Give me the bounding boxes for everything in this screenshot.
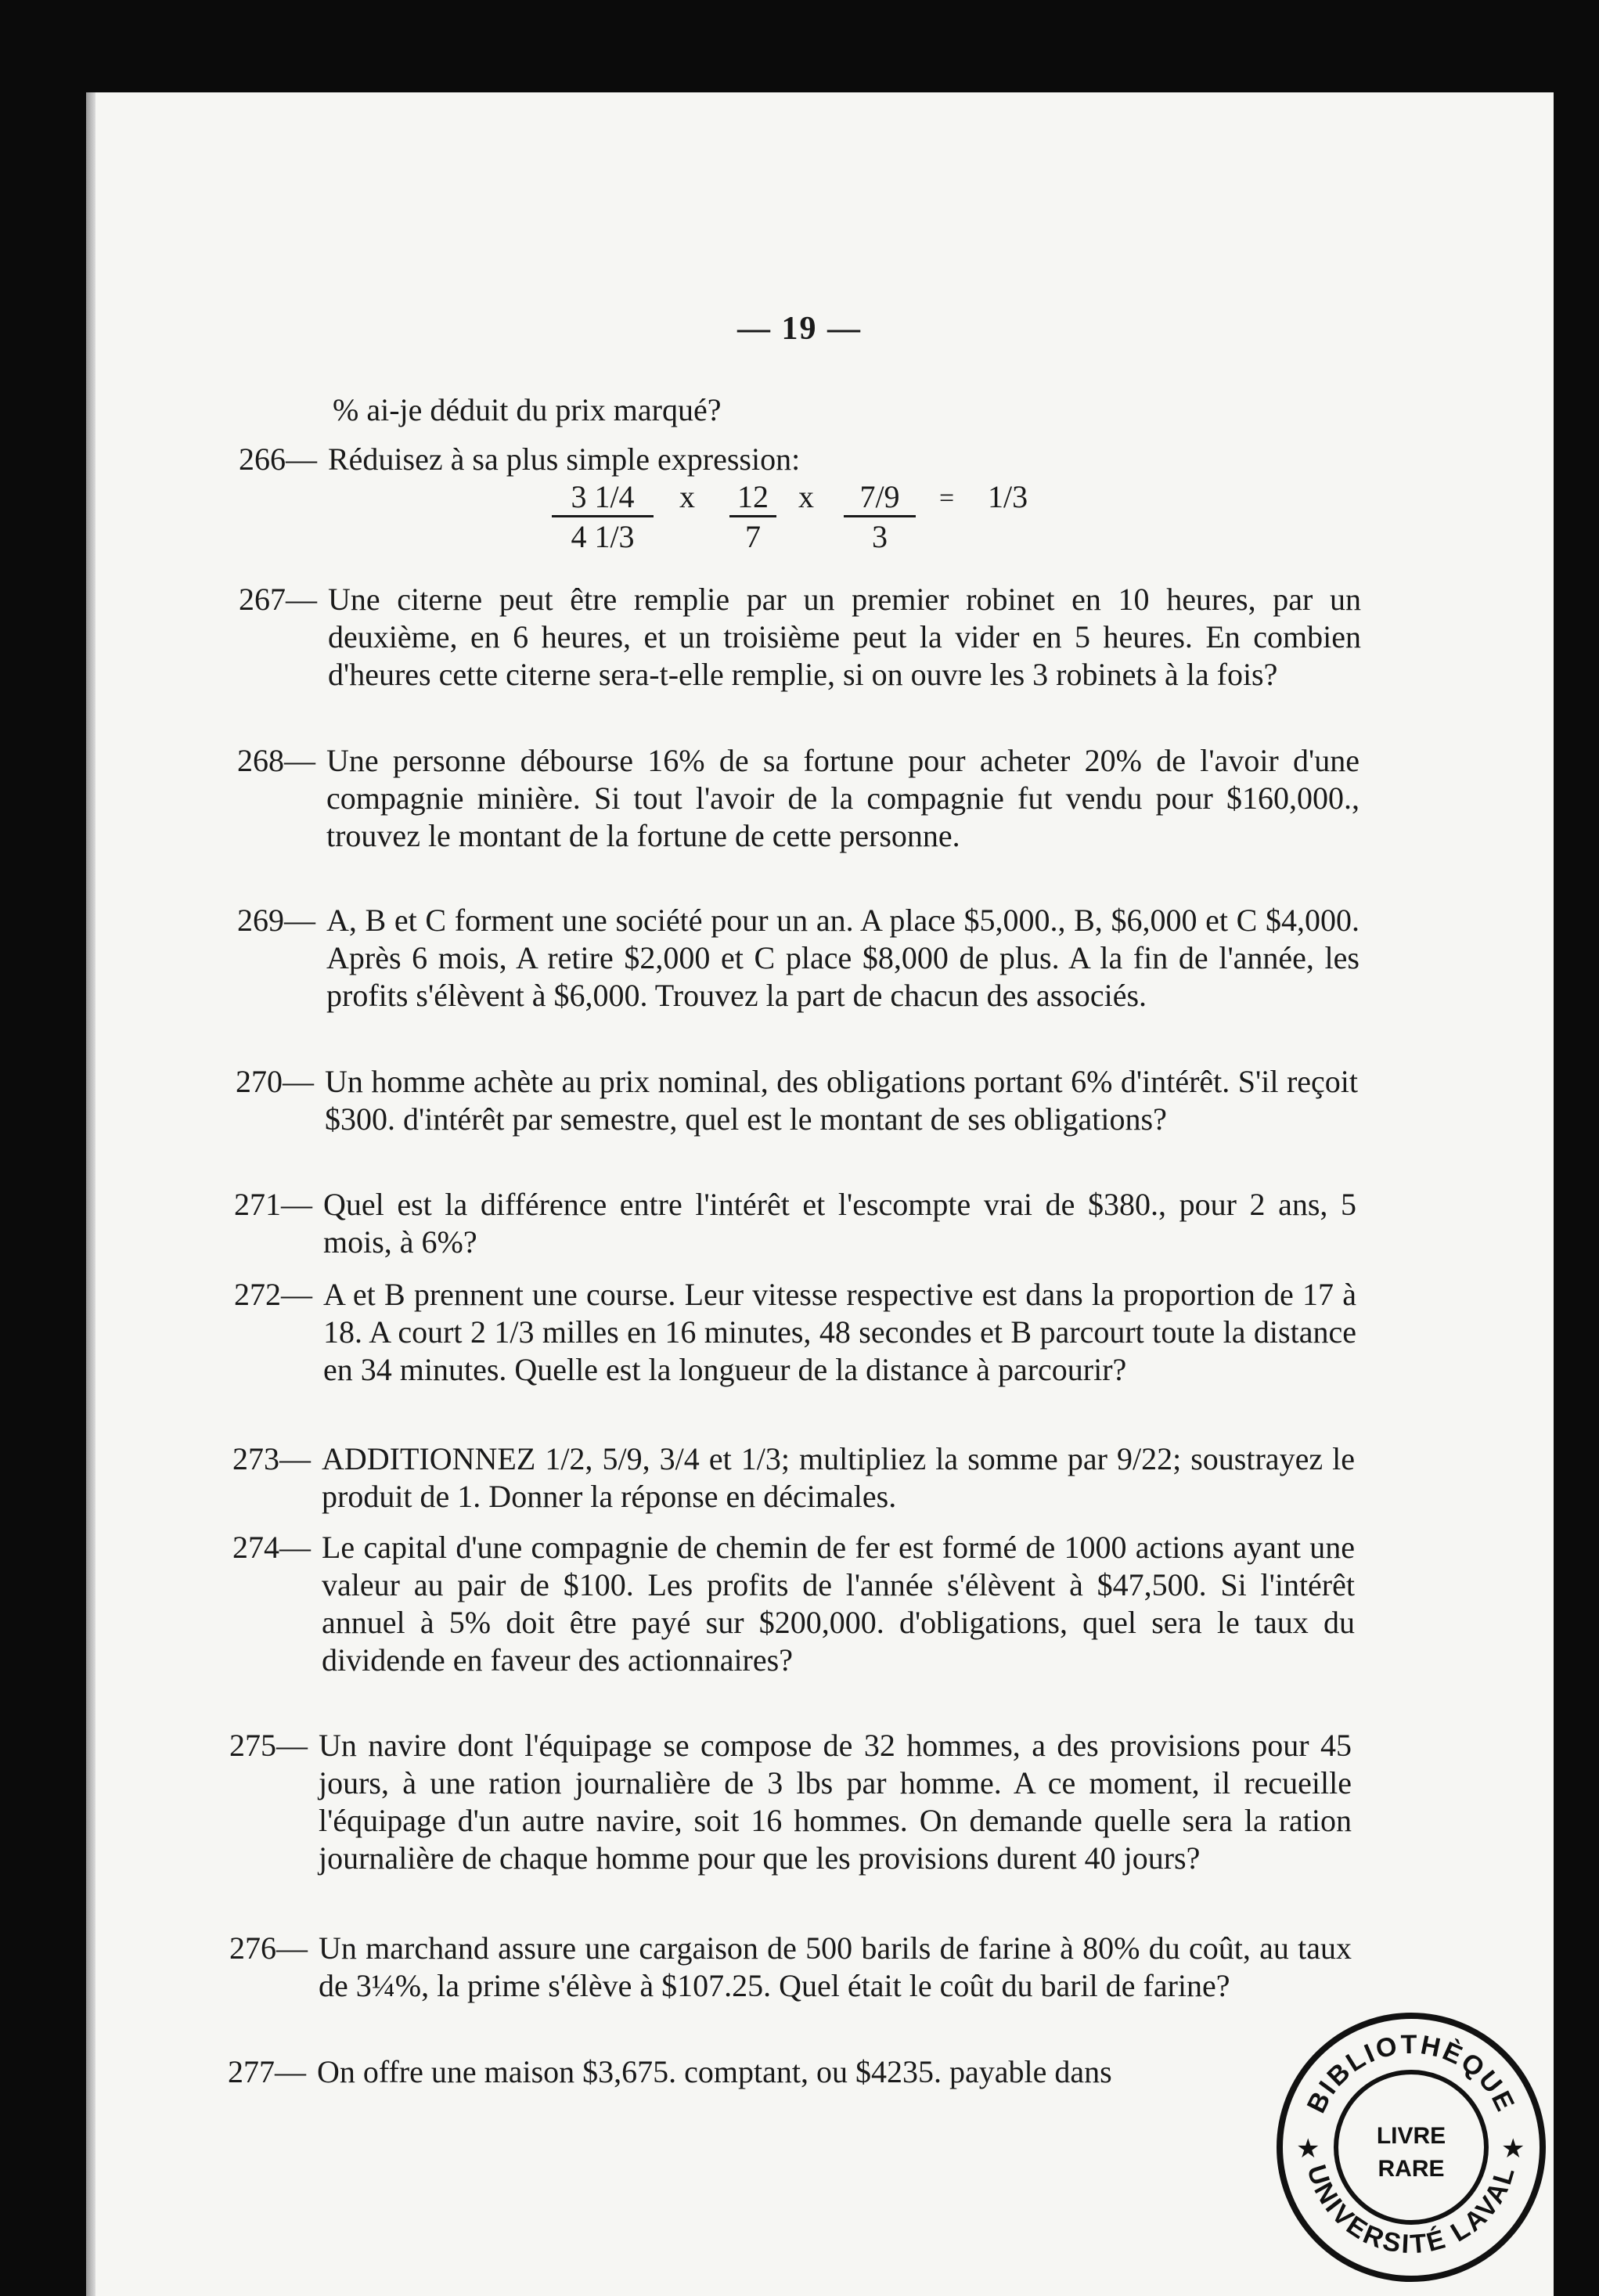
problem-text: A et B prennent une course. Leur vitesse respective est dans la proportion de 17 à 18. A court 2 1/3 milles en 16 minutes, 48 secondes et B parcourt toute la distance en 34 minutes. Quelle est la longueur de la distance à parcourir? (323, 1277, 1356, 1387)
fraction-2 (729, 479, 776, 557)
problem-number: 270— (236, 1064, 314, 1099)
problem-text: Une citerne peut être remplie par un premier robinet en 10 heures, par un deuxième, en 6 heures, et un troisième peut la vider en 5 heures. En combien d'heures cette citerne sera-t-elle remplie, si on ouvre les 3 robinets à la fois? (328, 582, 1361, 692)
problem-text: Quel est la différence entre l'intérêt et l'escompte vrai de $380., pour 2 ans, 5 mois, à 6%? (323, 1187, 1356, 1260)
fraction-denominator: 7 (745, 519, 761, 554)
library-stamp (1274, 2010, 1548, 2284)
problem-number: 276— (229, 1930, 308, 1966)
problem-text: On offre une maison $3,675. comptant, ou $4235. payable dans (317, 2054, 1112, 2089)
problem-text: Un marchand assure une cargaison de 500 barils de farine à 80% du coût, au taux de 3¼%, la prime s'élève à $107.25. Quel était le coût du baril de farine? (319, 1930, 1352, 2003)
continuation-line: % ai-je déduit du prix marqué? (333, 392, 722, 427)
page-number: — 19 — (737, 311, 862, 347)
result: 1/3 (988, 479, 1028, 514)
page-spine-shadow (86, 92, 95, 2296)
stamp-line-2: RARE (1378, 2156, 1445, 2182)
fraction-numerator: 3 1/4 (552, 479, 654, 517)
star-icon: ★ (1296, 2133, 1320, 2164)
problem-text: Un homme achète au prix nominal, des obligations portant 6% d'intérêt. S'il reçoit $300. d'intérêt par semestre, quel est le montant de ses obligations? (325, 1064, 1358, 1137)
stamp-line-1: LIVRE (1376, 2123, 1446, 2149)
problem-text: Un navire dont l'équipage se compose de 32 hommes, a des provisions pour 45 jours, à une ration journalière de 3 lbs par homme. A ce moment, il recueille l'équipage d'un autre navire, soit 16 hommes. On demande quelle sera la ration journalière de chaque homme pour que les provisions durent 40 jours? (319, 1728, 1352, 1876)
problem-number: 269— (237, 903, 315, 938)
fraction-numerator: 12 (729, 479, 776, 517)
problem-text: Réduisez à sa plus simple expression: (328, 442, 801, 477)
problem-number: 274— (232, 1530, 311, 1565)
fraction-3 (844, 479, 916, 557)
problem-number: 266— (239, 442, 317, 477)
fraction-denominator: 4 1/3 (571, 519, 635, 554)
problem-number: 272— (234, 1277, 312, 1312)
stamp-bottom-text: UNIVERSITÉ LAVAL (1301, 2161, 1522, 2260)
fraction-denominator: 3 (872, 519, 888, 554)
problem-text: ADDITIONNEZ 1/2, 5/9, 3/4 et 1/3; multipliez la somme par 9/22; soustrayez le produit de 1. Donner la réponse en décimales. (322, 1441, 1355, 1514)
problem-number: 267— (239, 582, 317, 617)
times-sign: x (798, 479, 814, 514)
equals-sign: = (939, 484, 955, 513)
problem-text: Le capital d'une compagnie de chemin de fer est formé de 1000 actions ayant une valeur au pair de $100. Les profits de l'année s'élèvent à $47,500. Si l'intérêt annuel à 5% doit être payé sur $200,000. d'obligations, quel sera le taux du dividende en faveur des actionnaires? (322, 1530, 1355, 1678)
fraction-numerator: 7/9 (844, 479, 916, 517)
problem-number: 275— (229, 1728, 308, 1763)
stamp-top-text: BIBLIOTHÈQUE (1301, 2029, 1522, 2118)
times-sign: x (679, 479, 695, 514)
problem-number: 271— (234, 1187, 312, 1222)
problem-number: 277— (228, 2054, 306, 2089)
fraction-1 (552, 479, 654, 557)
star-icon: ★ (1501, 2133, 1525, 2164)
problem-number: 268— (237, 743, 315, 778)
problem-text: A, B et C forment une société pour un an. A place $5,000., B, $6,000 et C $4,000. Après 6 mois, A retire $2,000 et C place $8,000 de plus. A la fin de l'année, les profits s'élèvent à $6,000. Trouvez la part de chacun des associés. (326, 903, 1360, 1013)
problem-number: 273— (232, 1441, 311, 1476)
problem-text: Une personne débourse 16% de sa fortune pour acheter 20% de l'avoir d'une compagnie minière. Si tout l'avoir de la compagnie fut vendu pour $160,000., trouvez le montant de la fortune de cette personne. (326, 743, 1360, 853)
